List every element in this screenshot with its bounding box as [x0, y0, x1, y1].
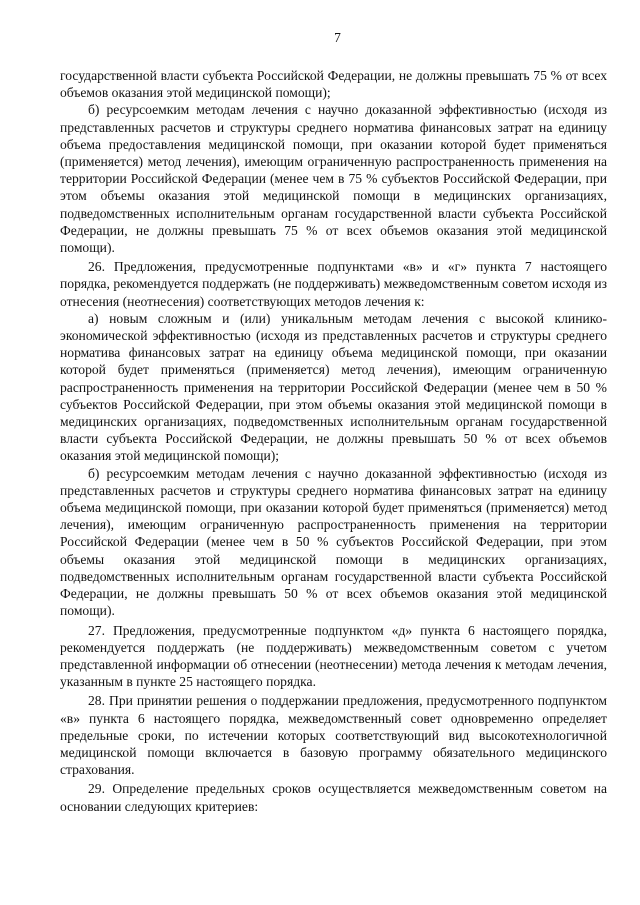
- paragraph-27: 27. Предложения, предусмотренные подпунктом «д» пункта 6 настоящего порядка, рекомендуется поддержать (не поддерживать) межведомственным советом с учетом представленной информации об отнесении (неотнесении) метода лечения к методам лечения, указанным в пункте 25 настоящего порядка.: [60, 622, 607, 690]
- page-number: 7: [334, 30, 341, 45]
- paragraph-29: 29. Определение предельных сроков осуществляется межведомственным советом на основании следующих критериев:: [60, 781, 607, 814]
- paragraph-continuation: государственной власти субъекта Российской Федерации, не должны превышать 75 % от всех объемов оказания этой медицинской помощи);: [60, 68, 607, 101]
- paragraph-28: 28. При принятии решения о поддержании предложения, предусмотренного подпунктом «в» пункта 6 настоящего порядка, межведомственный совет одновременно определяет предельные сроки, по истечении которых соответствующий вид высокотехнологичной медицинской помощи включается в базовую программу обязательного медицинского страхования.: [60, 693, 607, 778]
- paragraph-25b: б) ресурсоемким методам лечения с научно доказанной эффективностью (исходя из представленных расчетов и структуры среднего норматива финансовых затрат на единицу объема предоставления медицинской помощи, при оказании которой будет применяться (применяется) метод лечения), имеющим ограниченную распространенность применения на территории Российской Федерации (менее чем в 75 % субъектов Российской Федерации, при этом объемы оказания этой медицинской помощи в медицинских организациях, подведомственных исполнительным органам государственной власти субъекта Российской Федерации, не должны превышать 75 % от всех объемов оказания этой медицинской помощи).: [60, 102, 607, 256]
- paragraph-26a: а) новым сложным и (или) уникальным методам лечения с высокой клинико-экономической эффективностью (исходя из представленных расчетов и структуры среднего норматива финансовых затрат на единицу объема медицинской помощи, при оказании которой будет применяться (применяется) метод лечения), имеющим ограниченную распространенность применения на территории Российской Федерации (менее чем в 50 % субъектов Российской Федерации, при этом объемы оказания этой медицинской помощи в медицинских организациях, подведомственных исполнительным органам государственной власти субъекта Российской Федерации, не должны превышать 50 % от всех объемов оказания этой медицинской помощи);: [60, 310, 607, 464]
- paragraph-26: 26. Предложения, предусмотренные подпунктами «в» и «г» пункта 7 настоящего порядка, рекомендуется поддержать (не поддерживать) межведомственным советом исходя из отнесения (неотнесения) соответствующих методов лечения к:: [60, 259, 607, 309]
- document-body: [60, 67, 607, 815]
- paragraph-26b: б) ресурсоемким методам лечения с научно доказанной эффективностью (исходя из представленных расчетов и структуры среднего норматива финансовых затрат на единицу объема медицинской помощи, при оказании которой будет применяться (применяется) метод лечения), имеющим ограниченную распространенность применения на территории Российской Федерации (менее чем в 50 % субъектов Российской Федерации, при этом объемы оказания этой медицинской помощи в медицинских организациях, подведомственных исполнительным органам государственной власти субъекта Российской Федерации, не должны превышать 50 % от всех объемов оказания этой медицинской помощи).: [60, 465, 607, 619]
